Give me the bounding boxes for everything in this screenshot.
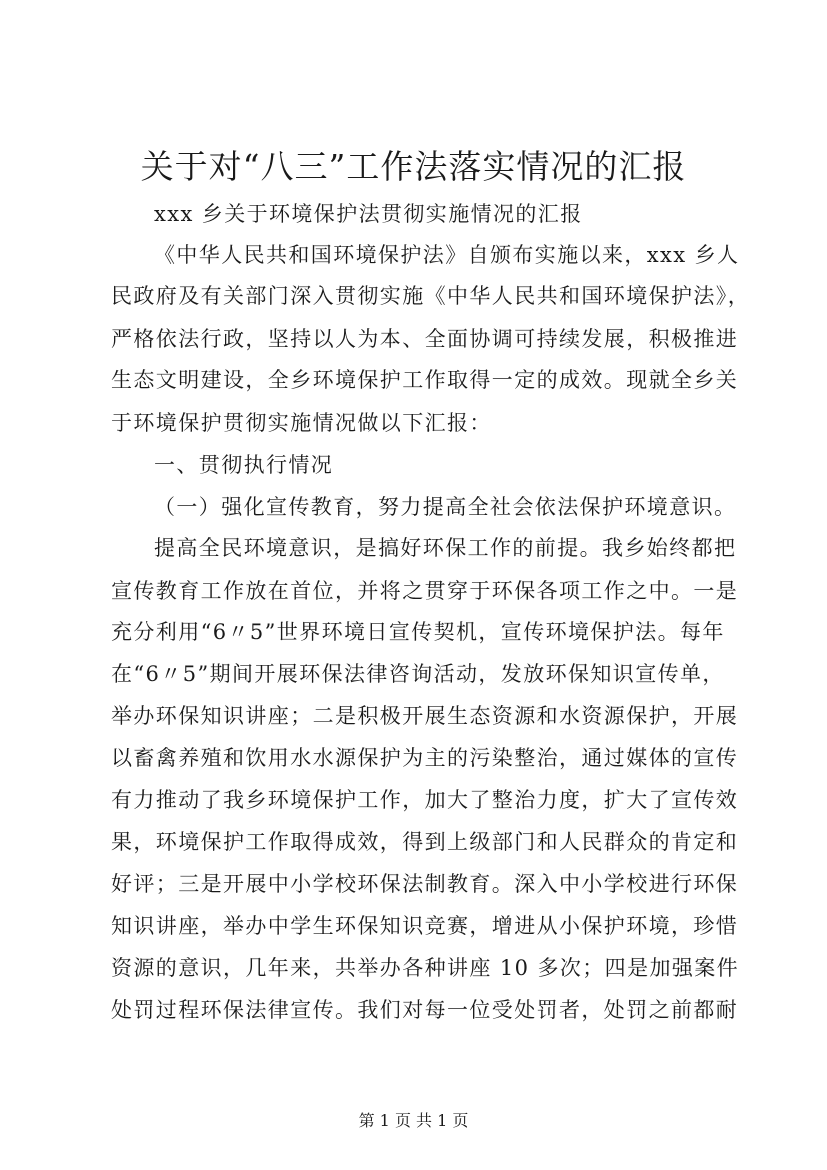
document-title: 关于对“八三”工作法落实情况的汇报 xyxy=(140,147,687,186)
paragraph-line: 好评；三是开展中小学校环保法制教育。深入中小学校进行环保 xyxy=(111,872,739,896)
paragraph-line: 举办环保知识讲座；二是积极开展生态资源和水资源保护，开展 xyxy=(111,704,739,728)
paragraph-line: 资源的意识，几年来，共举办各种讲座 10 多次；四是加强案件 xyxy=(111,956,740,980)
paragraph-line: 生态文明建设，全乡环境保护工作取得一定的成效。现就全乡关 xyxy=(111,368,739,392)
paragraph-line: 提高全民环境意识，是搞好环保工作的前提。我乡始终都把 xyxy=(154,536,737,560)
paragraph-line: 民政府及有关部门深入贯彻实施《中华人民共和国环境保护法》， xyxy=(111,284,751,308)
paragraph-line: 《中华人民共和国环境保护法》自颁布实施以来，xxx 乡人 xyxy=(154,243,740,267)
paragraph-line: 以畜禽养殖和饮用水水源保护为主的污染整治，通过媒体的宣传 xyxy=(111,746,739,770)
paragraph-line: 处罚过程环保法律宣传。我们对每一位受处罚者，处罚之前都耐 xyxy=(111,998,739,1022)
section-heading: 一、贯彻执行情况 xyxy=(154,453,334,477)
paragraph-line: 严格依法行政，坚持以人为本、全面协调可持续发展，积极推进 xyxy=(111,327,739,351)
paragraph-line: 有力推动了我乡环境保护工作，加大了整治力度，扩大了宣传效 xyxy=(111,788,739,812)
paragraph-line: 于环境保护贯彻实施情况做以下汇报： xyxy=(111,411,492,435)
paragraph-line: 在“6〃5”期间开展环保法律咨询活动，发放环保知识宣传单， xyxy=(111,662,725,686)
paragraph-line: 果，环境保护工作取得成效，得到上级部门和人民群众的肯定和 xyxy=(111,830,739,854)
page-footer: 第 1 页 共 1 页 xyxy=(358,1111,469,1130)
paragraph-line: 宣传教育工作放在首位，并将之贯穿于环保各项工作之中。一是 xyxy=(111,579,739,603)
paragraph-line: 知识讲座，举办中学生环保知识竞赛，增进从小保护环境，珍惜 xyxy=(111,914,739,938)
paragraph-line: 充分利用“6〃5”世界环境日宣传契机，宣传环境保护法。每年 xyxy=(111,620,725,644)
subsection-heading: （一）强化宣传教育，努力提高全社会依法保护环境意识。 xyxy=(154,495,737,519)
document-subtitle: xxx 乡关于环境保护法贯彻实施情况的汇报 xyxy=(154,202,583,226)
